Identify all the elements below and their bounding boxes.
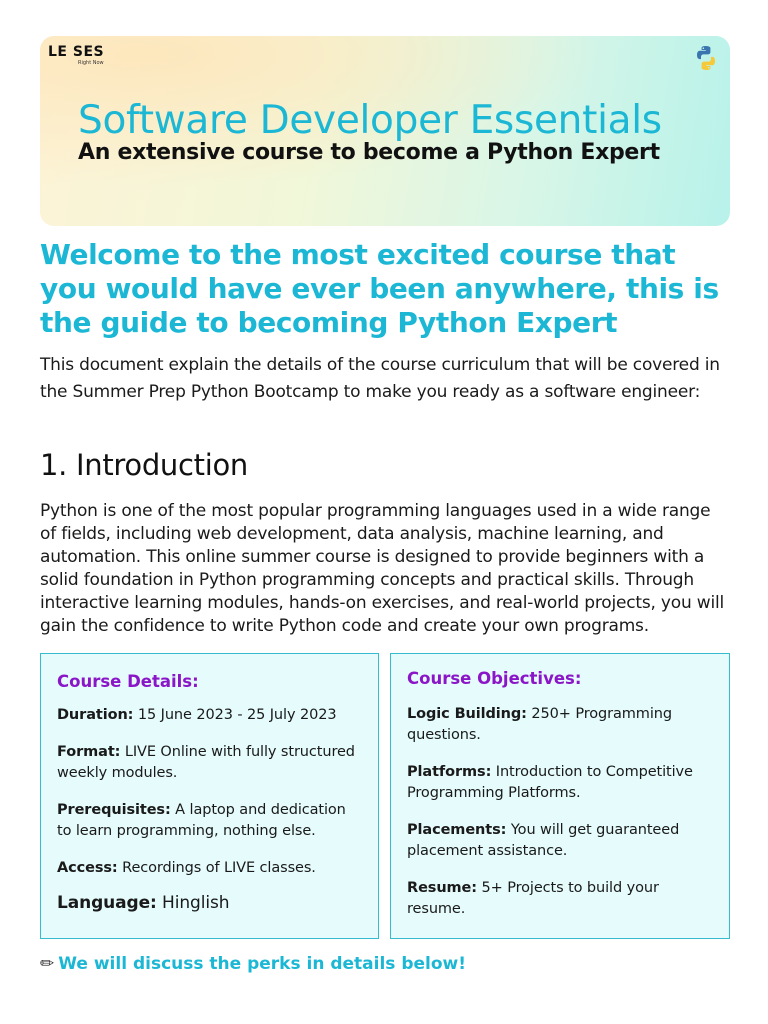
- detail-label: Language:: [57, 893, 157, 913]
- page-subtitle: An extensive course to become a Python Expert: [78, 140, 660, 165]
- objective-value: 250+ Programming questions.: [407, 706, 672, 743]
- course-objectives-box: [390, 653, 730, 939]
- detail-label: Format:: [57, 744, 121, 760]
- detail-label: Prerequisites:: [57, 802, 171, 818]
- detail-value: Hinglish: [156, 893, 230, 913]
- objective-label: Resume:: [407, 880, 477, 896]
- course-details-box: [40, 653, 379, 939]
- detail-value: Recordings of LIVE classes.: [117, 860, 316, 876]
- detail-value: 15 June 2023 - 25 July 2023: [133, 707, 337, 723]
- section-body-introduction: Python is one of the most popular programming languages used in a wide range of fields, including web development, data analysis, machine learning, and automation. This online summer course is designed to provide beginners with a solid foundation in Python programming concepts and practical skills. Through interactive learning modules, hands-on exercises, and real-world projects, you will gain the confidence to write Python code and create your own programs.: [40, 501, 725, 636]
- objective-label: Platforms:: [407, 764, 492, 780]
- detail-label: Duration:: [57, 707, 134, 723]
- objective-value: Introduction to Competitive Programming Platforms.: [407, 764, 693, 801]
- detail-format: [57, 742, 362, 784]
- detail-label: Access:: [57, 860, 118, 876]
- objective-resume: [407, 878, 713, 920]
- course-objectives-heading: Course Objectives:: [407, 669, 582, 688]
- objective-label: Logic Building:: [407, 706, 527, 722]
- course-details-heading: Course Details:: [57, 672, 199, 691]
- detail-language: [57, 893, 362, 914]
- objective-value: You will get guaranteed placement assistance.: [407, 822, 680, 859]
- detail-access: [57, 858, 362, 879]
- objective-value: 5+ Projects to build your resume.: [407, 880, 659, 917]
- objective-label: Placements:: [407, 822, 507, 838]
- welcome-heading: Welcome to the most excited course that you would have ever been anywhere, this is the guide to becoming Python Expert: [40, 238, 719, 339]
- header-banner: [40, 36, 730, 226]
- brand-logo: [48, 44, 104, 66]
- page-title: Software Developer Essentials: [78, 98, 662, 143]
- objective-placements: [407, 820, 713, 862]
- detail-value: LIVE Online with fully structured weekly modules.: [57, 744, 355, 781]
- brand-logo-text: LE SES: [48, 44, 105, 60]
- pencil-icon: ✏: [40, 954, 55, 974]
- detail-duration: [57, 705, 362, 726]
- objective-logic-building: [407, 704, 713, 746]
- objective-platforms: [407, 762, 713, 804]
- python-logo-icon: [692, 44, 720, 72]
- footer-note-text: We will discuss the perks in details below!: [58, 954, 467, 974]
- brand-logo-tagline: Right Now: [78, 60, 104, 66]
- detail-prerequisites: [57, 800, 362, 842]
- detail-value: A laptop and dedication to learn programming, nothing else.: [57, 802, 346, 839]
- intro-paragraph: This document explain the details of the course curriculum that will be covered in the Summer Prep Python Bootcamp to make you ready as a software engineer:: [40, 355, 720, 402]
- section-heading-introduction: 1. Introduction: [40, 448, 249, 482]
- footer-note: [40, 954, 466, 974]
